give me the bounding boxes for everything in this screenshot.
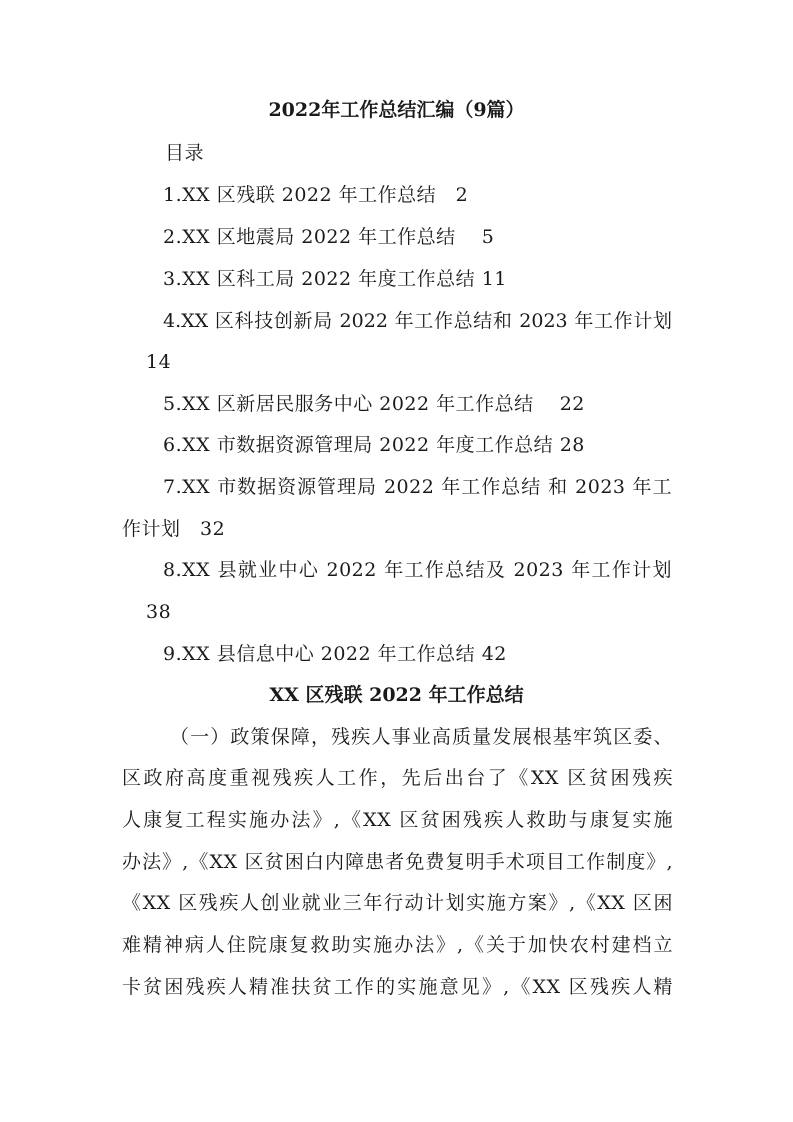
body-line: 人康复工程实施办法》,《XX 区贫困残疾人救助与康复实施	[122, 809, 673, 831]
document-title: 2022年工作总结汇编（9篇）	[268, 99, 525, 121]
body-line: 卡贫困残疾人精准扶贫工作的实施意见》,《XX 区残疾人精	[122, 976, 673, 998]
toc-item-2: 2.XX 区地震局 2022 年工作总结 5	[163, 226, 495, 248]
toc-item-9: 9.XX 县信息中心 2022 年工作总结 42	[163, 643, 507, 665]
toc-item-5: 5.XX 区新居民服务中心 2022 年工作总结 22	[163, 393, 585, 415]
body-line: 难精神病人住院康复救助实施办法》,《关于加快农村建档立	[122, 934, 673, 956]
toc-item-6: 6.XX 市数据资源管理局 2022 年度工作总结 28	[163, 434, 585, 456]
toc-item-8-page: 38	[146, 601, 172, 623]
toc-heading: 目录	[165, 142, 205, 164]
section-title: XX 区残联 2022 年工作总结	[269, 684, 524, 706]
toc-item-4: 4.XX 区科技创新局 2022 年工作总结和 2023 年工作计划	[163, 310, 672, 332]
toc-item-8: 8.XX 县就业中心 2022 年工作总结及 2023 年工作计划	[163, 559, 672, 581]
toc-item-3: 3.XX 区科工局 2022 年度工作总结 11	[163, 268, 507, 290]
body-line: （一）政策保障，残疾人事业高质量发展根基牢筑区委、	[170, 726, 673, 748]
body-line: 《XX 区残疾人创业就业三年行动计划实施方案》,《XX 区困	[122, 892, 673, 914]
body-line: 办法》,《XX 区贫困白内障患者免费复明手术项目工作制度》,	[122, 851, 673, 873]
toc-item-7: 7.XX 市数据资源管理局 2022 年工作总结 和 2023 年工	[163, 476, 672, 498]
toc-item-7-cont: 作计划 32	[122, 518, 226, 540]
toc-item-4-page: 14	[146, 351, 172, 373]
body-line: 区政府高度重视残疾人工作，先后出台了《XX 区贫困残疾	[122, 767, 673, 789]
toc-item-1: 1.XX 区残联 2022 年工作总结 2	[163, 184, 469, 206]
